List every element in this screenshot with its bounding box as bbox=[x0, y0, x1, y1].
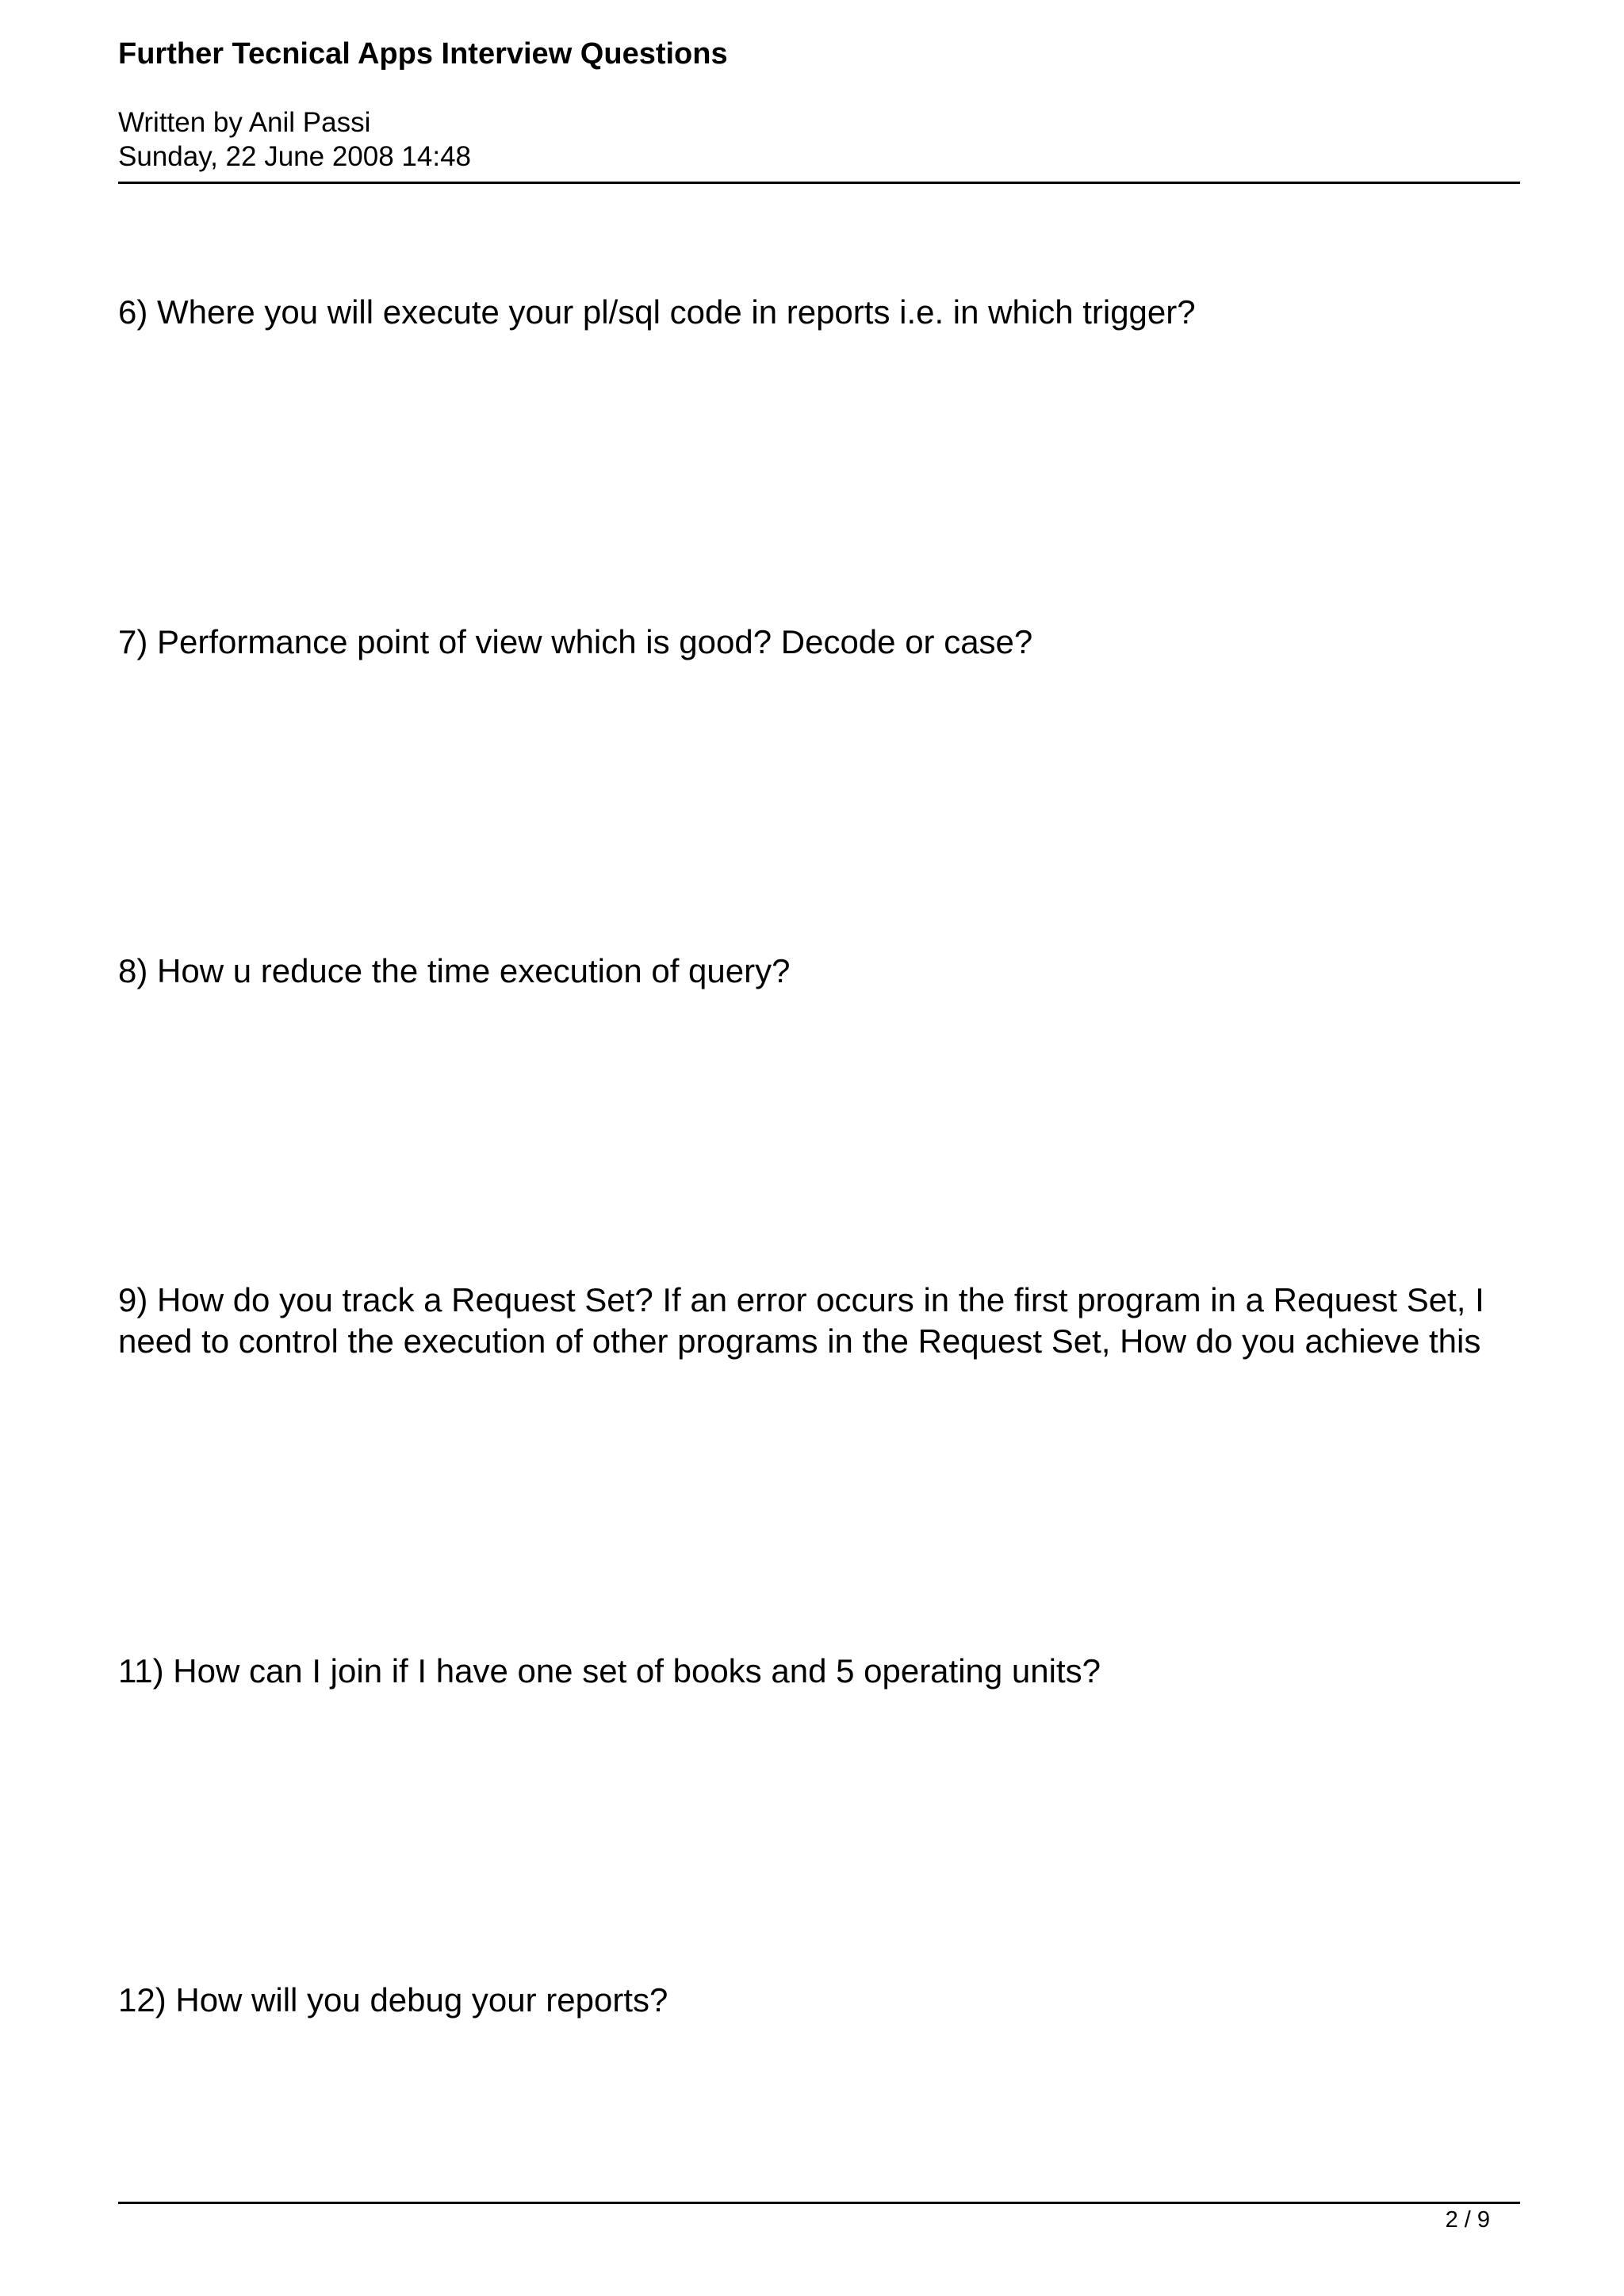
question-6: 6) Where you will execute your pl/sql code in reports i.e. in which trigger? bbox=[118, 293, 1196, 331]
question-12: 12) How will you debug your reports? bbox=[118, 1981, 668, 2019]
page-number: 2 / 9 bbox=[1445, 2207, 1490, 2233]
date-line: Sunday, 22 June 2008 14:48 bbox=[118, 141, 472, 172]
question-11: 11) How can I join if I have one set of books and 5 operating units? bbox=[118, 1652, 1101, 1689]
page-title: Further Tecnical Apps Interview Questions bbox=[118, 37, 728, 71]
header-divider bbox=[118, 182, 1520, 184]
question-9: 9) How do you track a Request Set? If an error occurs in the first program in a Request Set, I need to control the execution of other programs in the Request Set, How do you achieve this bbox=[118, 1281, 1484, 1360]
footer-divider bbox=[118, 2202, 1520, 2204]
question-7: 7) Performance point of view which is good? Decode or case? bbox=[118, 623, 1033, 660]
author-line: Written by Anil Passi bbox=[118, 107, 371, 138]
question-8: 8) How u reduce the time execution of query? bbox=[118, 952, 791, 989]
